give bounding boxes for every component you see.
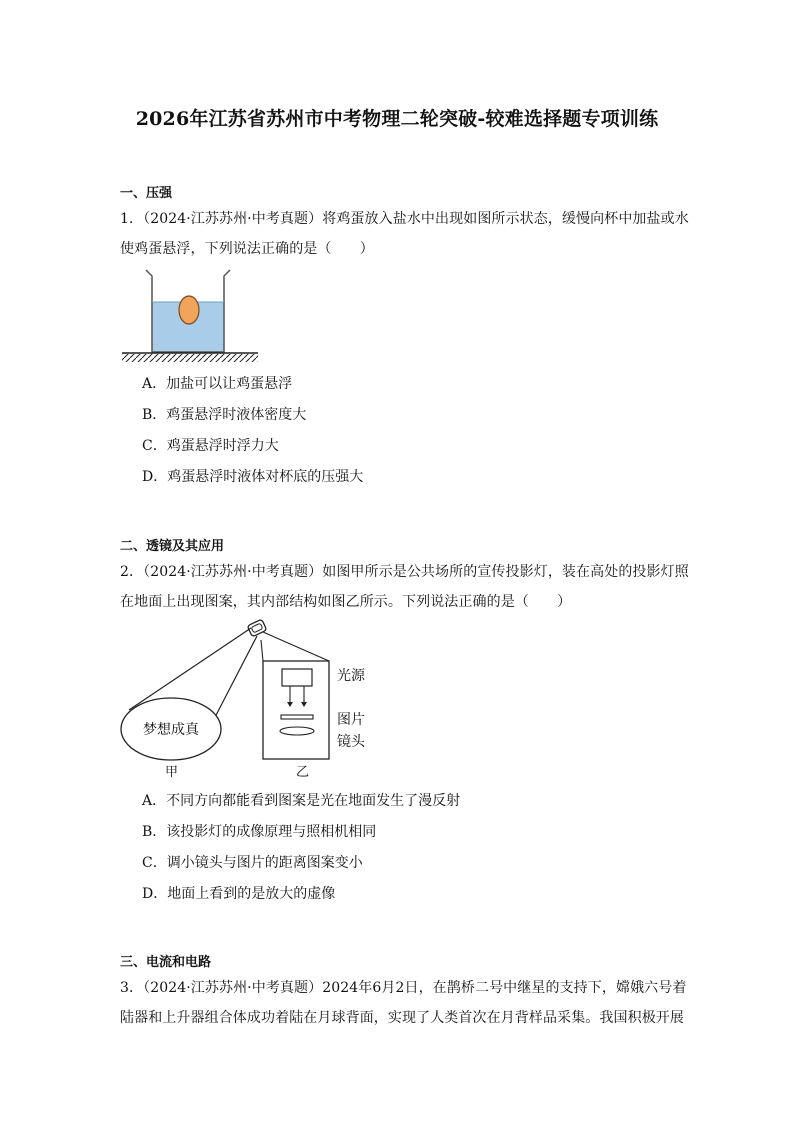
caption-jia: 甲 [165, 765, 179, 780]
label-slide: 图片 [337, 712, 365, 728]
light-cone-left [129, 628, 251, 710]
option-1c: C．鸡蛋悬浮时浮力大 [142, 438, 279, 454]
projected-text: 梦想成真 [143, 722, 199, 738]
option-2c: C．调小镜头与图片的距离图案变小 [142, 855, 363, 871]
option-1d: D．鸡蛋悬浮时液体对杯底的压强大 [142, 469, 364, 485]
ground-hatch [122, 354, 258, 362]
page-title: 2026年江苏省苏州市中考物理二轮突破-较难选择题专项训练 [135, 108, 659, 130]
projector-figure [115, 614, 385, 786]
option-1b: B．鸡蛋悬浮时液体密度大 [142, 407, 307, 423]
slide [281, 715, 313, 719]
label-lens: 镜头 [337, 734, 365, 750]
question-1-line-1: 1．（2024·江苏苏州·中考真题）将鸡蛋放入盐水中出现如图所示状态，缓慢向杯中加盐或水 [120, 211, 689, 227]
section-heading-circuit: 三、电流和电路 [120, 955, 212, 970]
caption-yi: 乙 [296, 765, 310, 780]
question-2-line-1: 2．（2024·江苏苏州·中考真题）如图甲所示是公共场所的宣传投影灯，装在高处的投影灯照 [120, 564, 689, 580]
lens [280, 727, 314, 735]
label-light-source: 光源 [337, 668, 365, 684]
light-source [282, 669, 312, 686]
egg [179, 296, 199, 324]
question-2-line-2: 在地面上出现图案，其内部结构如图乙所示。下列说法正确的是（ ） [120, 594, 572, 610]
option-2b: B．该投影灯的成像原理与照相机相同 [142, 824, 377, 840]
beaker-egg-figure [118, 262, 268, 368]
section-heading-lens: 二、透镜及其应用 [120, 539, 225, 554]
section-heading-pressure: 一、压强 [120, 186, 173, 201]
question-3-line-2: 陆器和上升器组合体成功着陆在月球背面，实现了人类首次在月背样品采集。我国积极开展 [120, 1010, 684, 1026]
option-1a: A．加盐可以让鸡蛋悬浮 [142, 376, 293, 392]
question-3-line-1: 3．（2024·江苏苏州·中考真题）2024年6月2日，在鹊桥二号中继星的支持下，嫦娥六号着 [120, 980, 687, 996]
option-2d: D．地面上看到的是放大的虚像 [142, 886, 336, 902]
option-2a: A．不同方向都能看到图案是光在地面发生了漫反射 [142, 793, 461, 809]
question-1-line-2: 使鸡蛋悬浮，下列说法正确的是（ ） [120, 241, 374, 257]
